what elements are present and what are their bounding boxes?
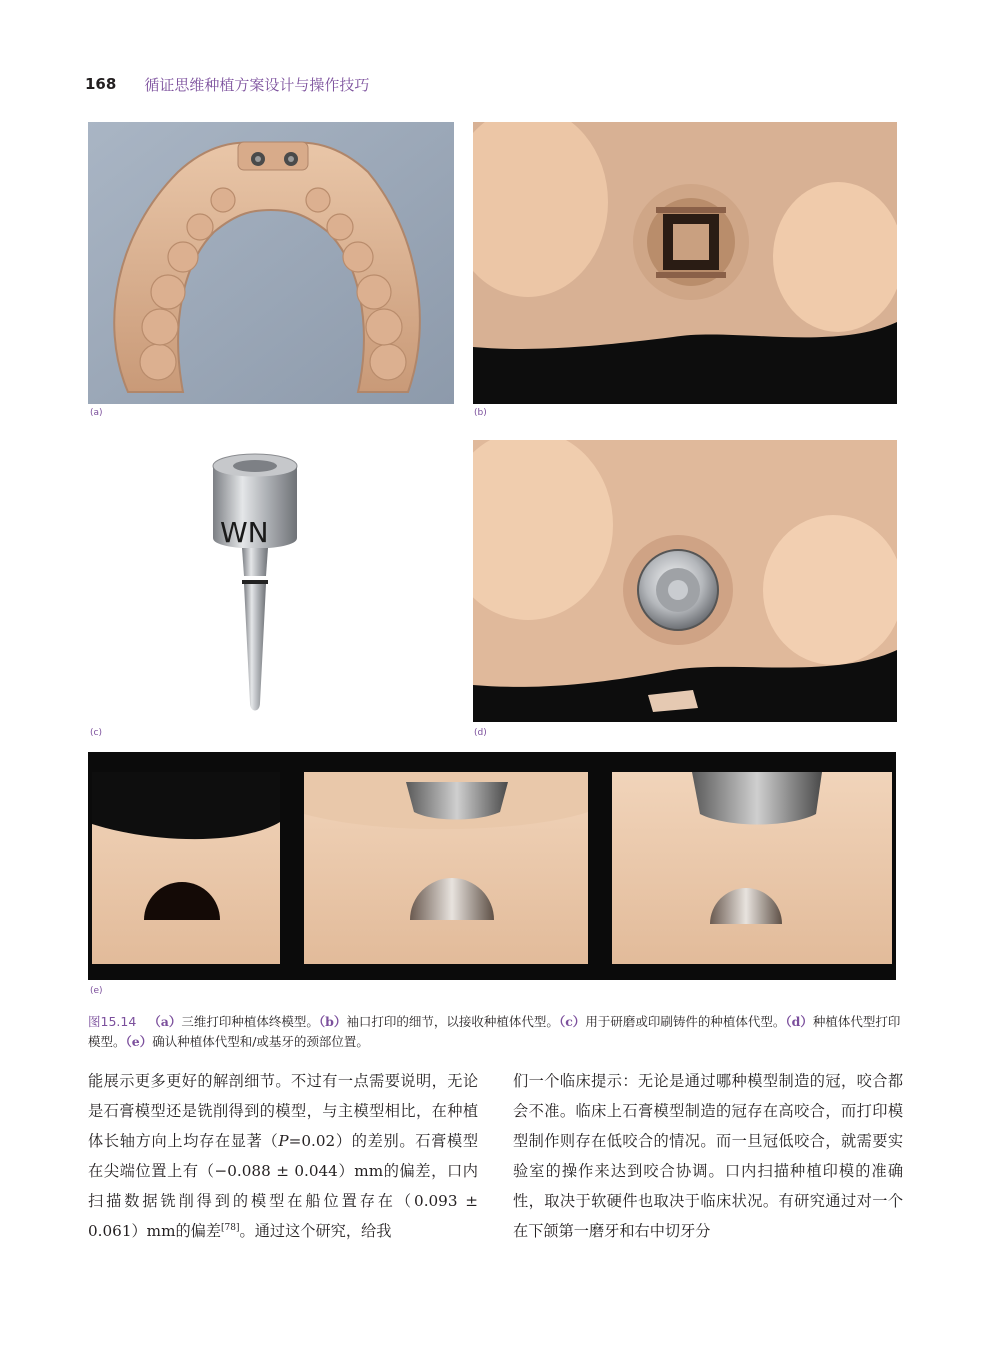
caption-text-c: 用于研磨或印刷铸件的种植体代型。	[585, 1014, 786, 1029]
panel-label-d: (d)	[474, 728, 487, 738]
emergence-profile-detail-image	[473, 122, 897, 404]
figure-number: 图15.14	[88, 1014, 137, 1029]
body-left-text-1: 能展示更多更好的解剖细节。不过有一点需要说明，无论是石膏模型还是铣削得到的模型，与主模型相比，在种植体长轴方向上均存在显著（	[88, 1072, 478, 1150]
panel-label-b: (b)	[474, 408, 487, 418]
figure-panel-b	[473, 122, 897, 404]
caption-text-d: 种植体代型打印模型。	[88, 1014, 901, 1049]
panel-label-a: (a)	[90, 408, 103, 418]
figure-panel-c	[180, 448, 330, 718]
caption-tag-c: （c）	[558, 1014, 586, 1029]
page-number: 168	[85, 75, 117, 93]
body-column-left	[88, 1066, 478, 1246]
caption-tag-e: （e）	[125, 1034, 153, 1049]
caption-text-b: 袖口打印的细节，以接收种植体代型。	[346, 1014, 559, 1029]
figure-panel-a	[88, 122, 454, 404]
analog-wn-marking: WN	[220, 516, 269, 549]
caption-text-a: 三维打印种植体终模型。	[181, 1014, 319, 1029]
frame-e3	[612, 772, 892, 964]
caption-tag-d: （d）	[785, 1014, 813, 1029]
book-title: 循证思维种植方案设计与操作技巧	[144, 75, 370, 94]
caption-tag-b: （b）	[318, 1014, 347, 1029]
body-column-right	[513, 1066, 903, 1246]
caption-text-e: 确认种植体代型和/或基牙的颈部位置。	[152, 1034, 369, 1049]
frame-e2	[304, 772, 588, 964]
analog-seated-model-image	[473, 440, 897, 722]
caption-tag-a: （a）	[148, 1014, 182, 1029]
printed-arch-model-image	[88, 122, 454, 404]
body-left-text-2: =0.02）的差别。石膏模型在尖端位置上有（−0.088 ± 0.044）mm的偏差，口内扫描数据铣削得到的模型在船位置存在（0.093 ± 0.061）mm的偏差	[88, 1132, 479, 1240]
body-right-text: 们一个临床提示：无论是通过哪种模型制造的冠，咬合都会不准。临床上石膏模型制造的冠存在高咬合，而打印模型制作则存在低咬合的情况。而一旦冠低咬合，就需要实验室的操作来达到咬合协调。口内扫描种植印模的准确性，取决于软硬件也取决于临床状况。有研究通过对一个在下颌第一磨牙和右中切牙分	[513, 1072, 903, 1240]
figure-panel-d	[473, 440, 897, 722]
figure-panel-e	[88, 752, 896, 980]
figure-caption	[88, 1012, 908, 1052]
running-header	[85, 72, 369, 96]
cervical-position-sequence-image	[88, 752, 896, 980]
body-left-text-3: 。通过这个研究，给我	[239, 1222, 392, 1240]
reference-78: [78]	[221, 1222, 240, 1233]
p-value-variable: P	[278, 1132, 289, 1150]
panel-label-e: (e)	[90, 986, 103, 996]
implant-analog-image	[180, 448, 330, 718]
frame-e1	[92, 772, 280, 964]
panel-label-c: (c)	[90, 728, 102, 738]
